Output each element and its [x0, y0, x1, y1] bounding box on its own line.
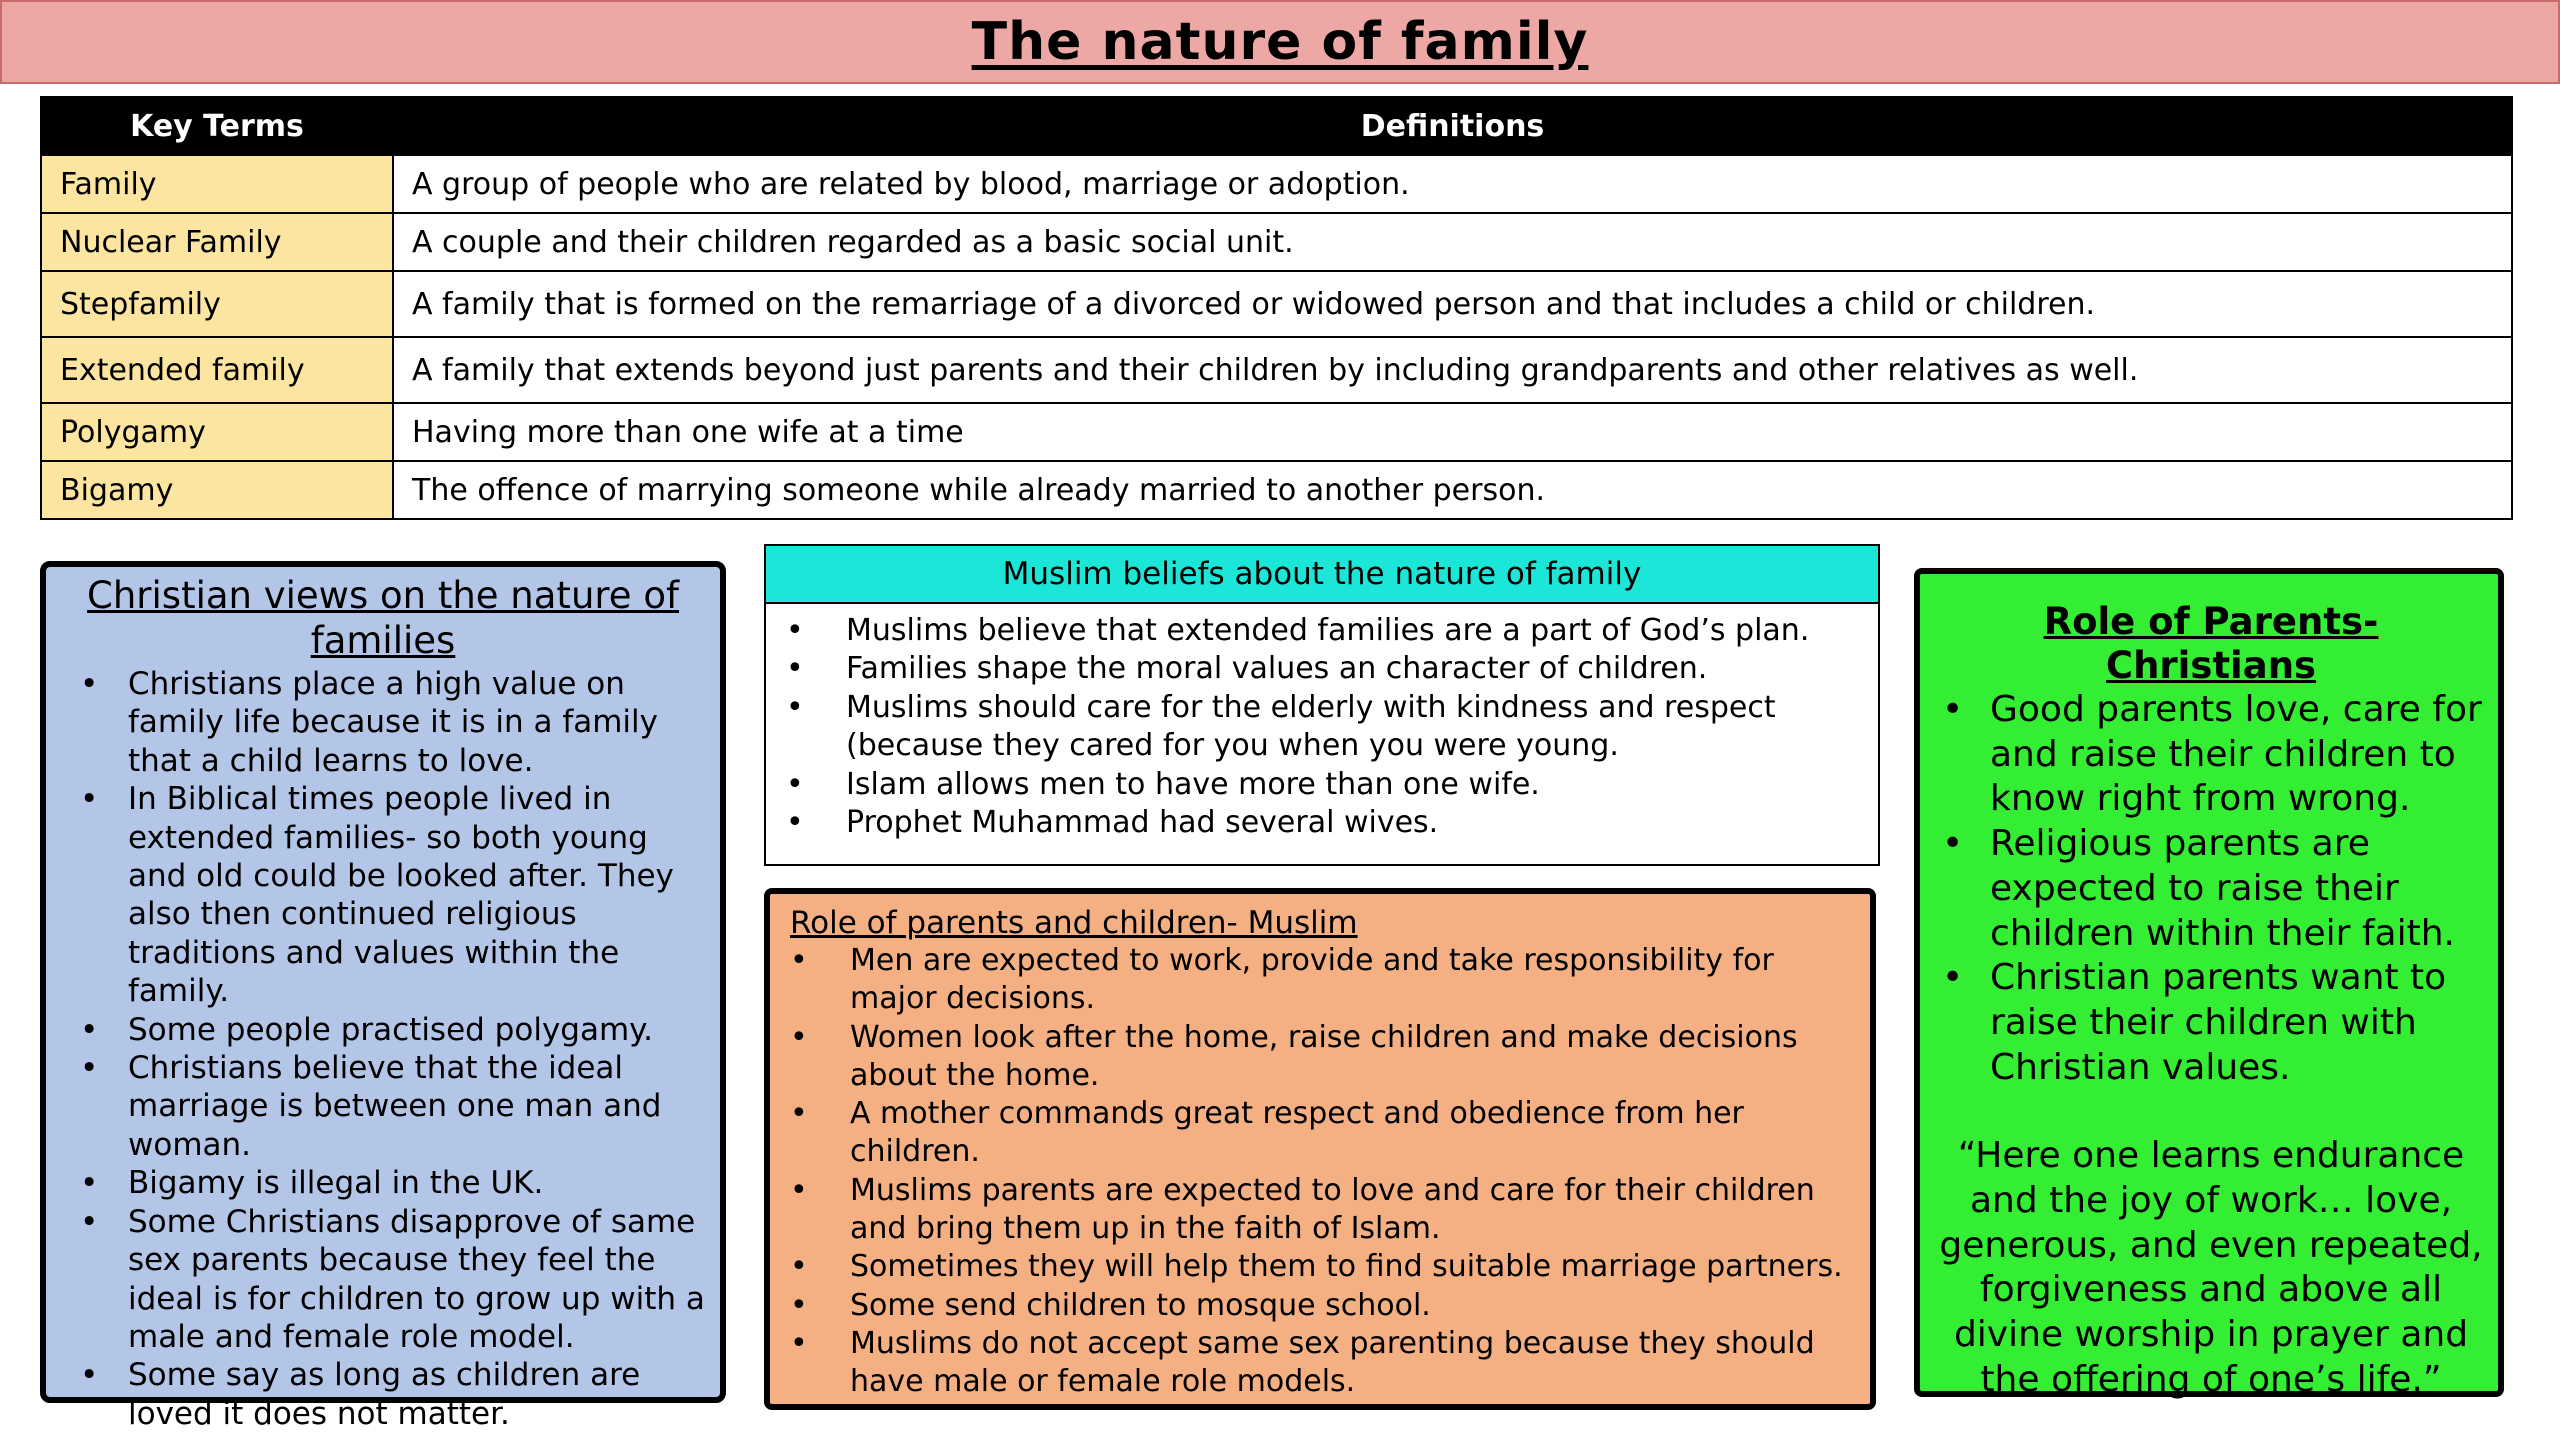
muslim-beliefs-heading: Muslim beliefs about the nature of family [766, 546, 1878, 604]
list-item: • Islam allows men to have more than one wife. [766, 766, 1878, 804]
definition-cell: The offence of marrying someone while already married to another person. [393, 461, 2512, 519]
list-item: • A mother commands great respect and obedience from her children. [790, 1095, 1860, 1172]
list-item: • Christians place a high value on family life because it is in a family that a child learns to love. [60, 665, 706, 780]
bible-quote: “Here one learns endurance and the joy of work… love, generous, and even repeated, forgiveness and above all divine worship in prayer and the offering of one’s life.” [1939, 1135, 2483, 1400]
column-header-key-terms: Key Terms [41, 97, 393, 155]
list-item: • Some say as long as children are loved it does not matter. [60, 1356, 706, 1433]
list-item: • Religious parents are expected to raise their children within their faith. [1934, 822, 2488, 956]
term-cell: Stepfamily [41, 271, 393, 337]
list-item: • Prophet Muhammad had several wives. [766, 804, 1878, 842]
list-item: • Bigamy is illegal in the UK. [60, 1164, 706, 1202]
table-header-row [41, 97, 2512, 155]
list-item: • Christians believe that the ideal marriage is between one man and woman. [60, 1049, 706, 1164]
table-row [41, 337, 2512, 403]
list-item: • Good parents love, care for and raise their children to know right from wrong. [1934, 688, 2488, 822]
table-row [41, 271, 2512, 337]
key-terms-table [40, 96, 2513, 520]
definition-cell: A family that is formed on the remarriage of a divorced or widowed person and that includes a child or children. [393, 271, 2512, 337]
list-item: • Men are expected to work, provide and take responsibility for major decisions. [790, 942, 1860, 1019]
definition-cell: A couple and their children regarded as a basic social unit. [393, 213, 2512, 271]
muslim-beliefs-box [764, 544, 1880, 866]
table-row [41, 213, 2512, 271]
list-item: • Some send children to mosque school. [790, 1287, 1860, 1325]
muslim-beliefs-list [766, 604, 1878, 842]
list-item: • Muslims believe that extended families are a part of God’s plan. [766, 612, 1878, 650]
christian-parents-box [1914, 568, 2504, 1400]
title-banner [0, 0, 2560, 84]
list-item: • Women look after the home, raise children and make decisions about the home. [790, 1019, 1860, 1096]
term-cell: Family [41, 155, 393, 213]
definition-cell: A group of people who are related by blood, marriage or adoption. [393, 155, 2512, 213]
christian-parents-heading: Role of Parents- Christians [2043, 600, 2379, 687]
list-item: • Christian parents want to raise their children with Christian values. [1934, 956, 2488, 1090]
term-cell: Nuclear Family [41, 213, 393, 271]
table-row [41, 403, 2512, 461]
term-cell: Extended family [41, 337, 393, 403]
muslim-roles-heading: Role of parents and children- Muslim [790, 905, 1358, 941]
christian-parents-list [1934, 688, 2488, 1090]
list-item: • Families shape the moral values an character of children. [766, 650, 1878, 688]
list-item: • Some Christians disapprove of same sex parents because they feel the ideal is for children to grow up with a male and female role model. [60, 1203, 706, 1357]
list-item: • Sometimes they will help them to find suitable marriage partners. [790, 1248, 1860, 1286]
page-title: The nature of family [971, 12, 1589, 72]
christian-views-list [60, 665, 706, 1433]
christian-views-box [40, 561, 726, 1432]
term-cell: Bigamy [41, 461, 393, 519]
list-item: • In Biblical times people lived in extended families- so both young and old could be looked after. They also then continued religious traditions and values within the family. [60, 780, 706, 1010]
list-item: • Some people practised polygamy. [60, 1011, 706, 1049]
list-item: • Muslims should care for the elderly with kindness and respect (because they cared for you when you were young. [766, 689, 1878, 766]
column-header-definitions: Definitions [393, 97, 2512, 155]
table-row [41, 155, 2512, 213]
table-row [41, 461, 2512, 519]
list-item: • Muslims do not accept same sex parenting because they should have male or female role models. [790, 1325, 1860, 1402]
term-cell: Polygamy [41, 403, 393, 461]
list-item: • Muslims parents are expected to love and care for their children and bring them up in the faith of Islam. [790, 1172, 1860, 1249]
muslim-roles-list [790, 942, 1860, 1402]
definition-cell: Having more than one wife at a time [393, 403, 2512, 461]
muslim-roles-box [764, 888, 1876, 1410]
definition-cell: A family that extends beyond just parents and their children by including grandparents and other relatives as well. [393, 337, 2512, 403]
christian-views-heading: Christian views on the nature of families [87, 574, 679, 662]
